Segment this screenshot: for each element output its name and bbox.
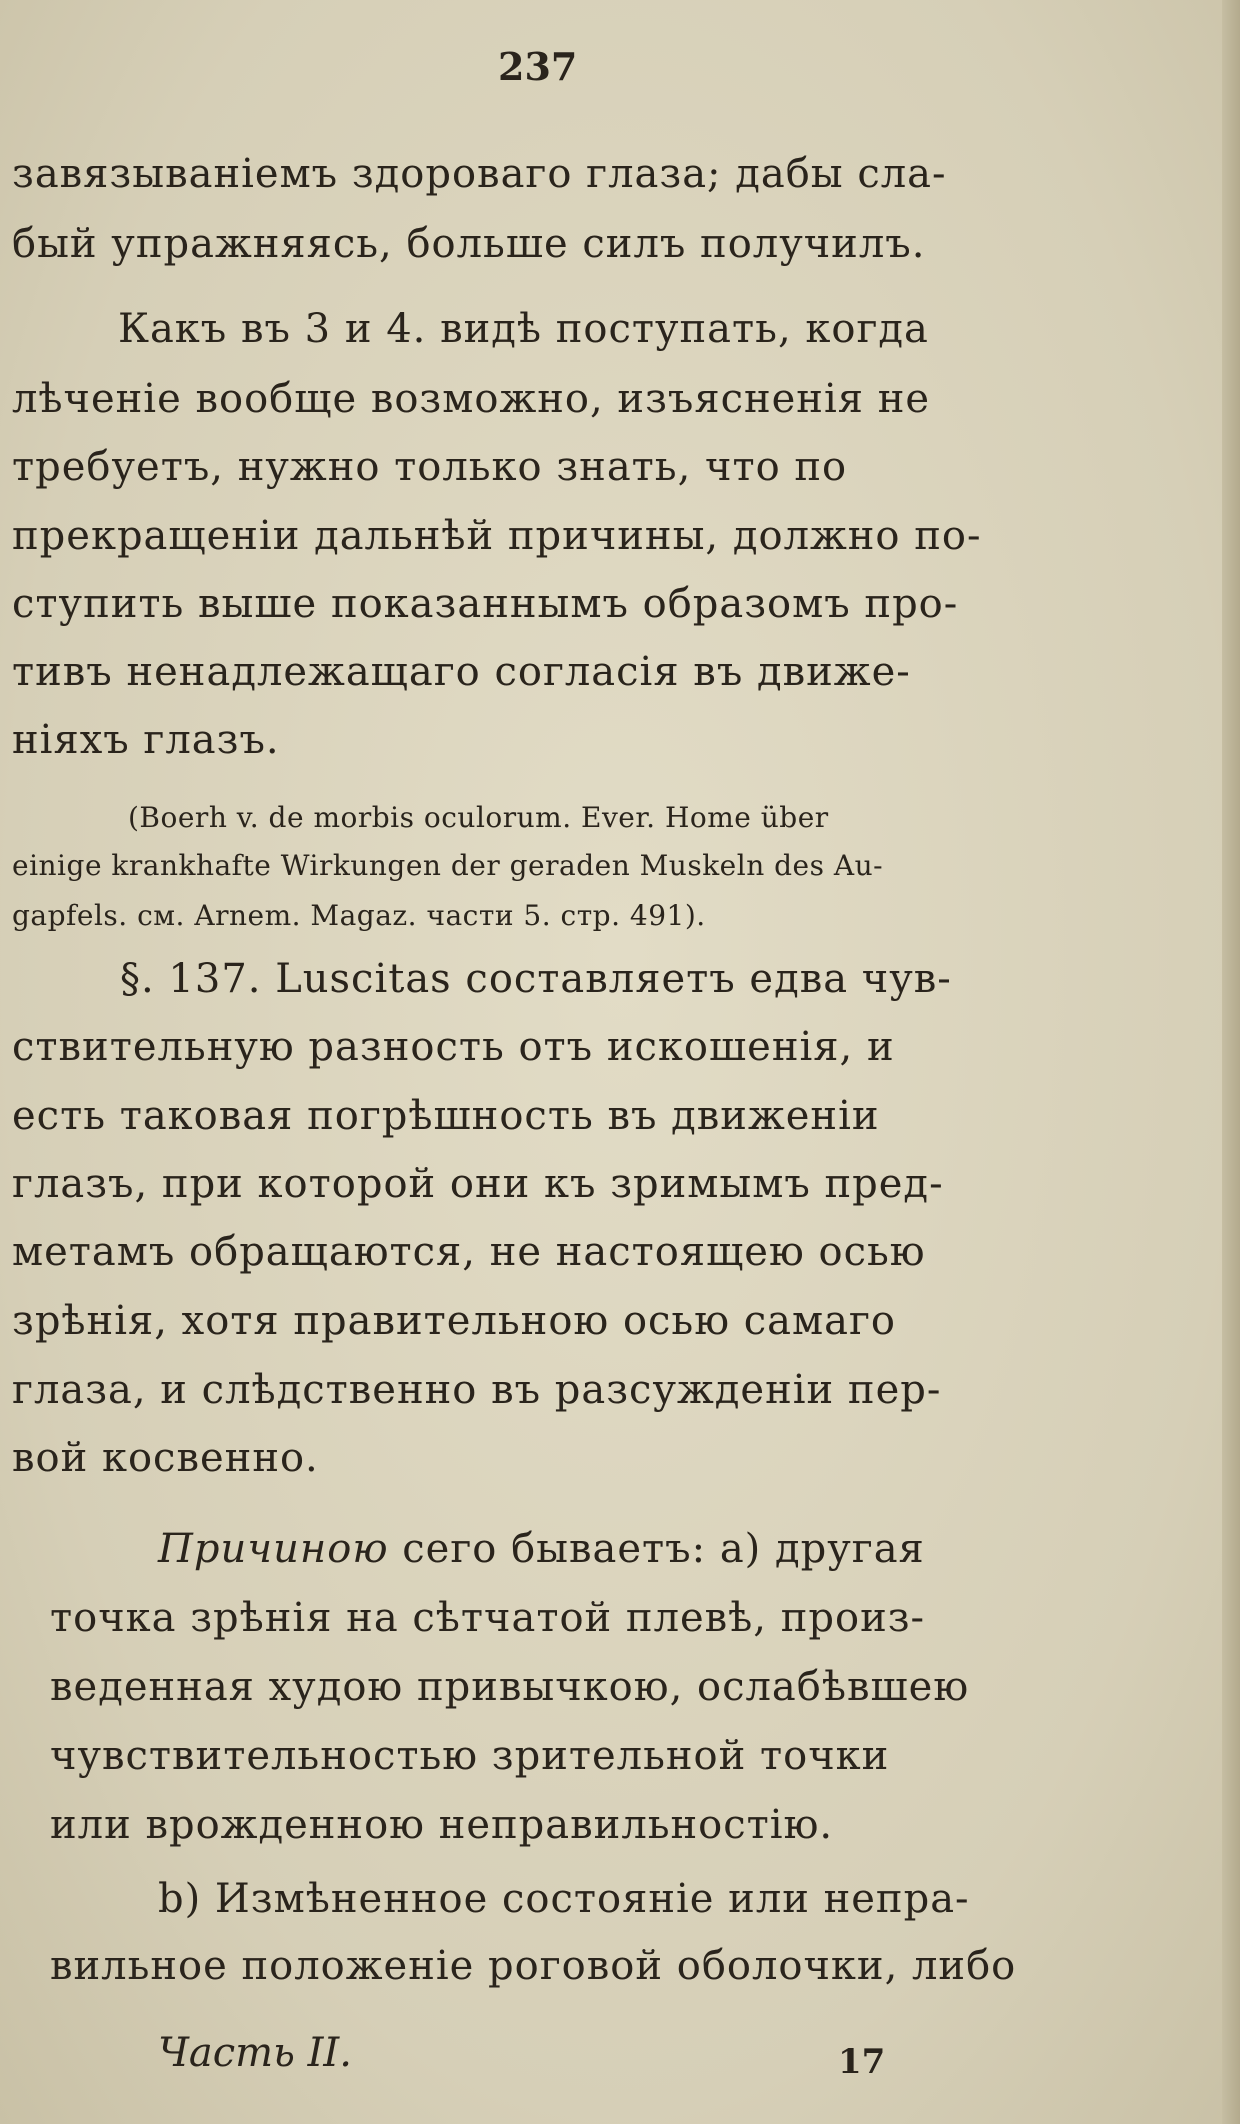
- text-line: прекращеніи дальнѣй причины, должно по-: [12, 513, 982, 559]
- text-line: §. 137. Luscitas составляетъ едва чув-: [120, 956, 952, 1002]
- text-line: Какъ въ 3 и 4. видѣ поступать, когда: [118, 306, 929, 352]
- text-line: или врожденною неправильностію.: [50, 1802, 834, 1848]
- text-line: лѣченіе вообще возможно, изъясненія не: [12, 376, 931, 422]
- text-line: глазъ, при которой они къ зримымъ пред-: [12, 1161, 944, 1207]
- text-line: Причиною сего бываетъ: a) другая: [158, 1526, 925, 1572]
- text-line: ніяхъ глазъ.: [12, 717, 280, 763]
- text-line: ступить выше показаннымъ образомъ про-: [12, 581, 959, 627]
- reference-line: (Boerh v. de morbis oculorum. Ever. Home über: [128, 801, 829, 834]
- reference-line: einige krankhafte Wirkungen der geraden Muskeln des Au-: [12, 849, 884, 882]
- text-line: требуетъ, нужно только знать, что по: [12, 444, 848, 490]
- gathering-number: 17: [838, 2042, 886, 2082]
- text-line: веденная худою привычкою, ослабѣвшею: [50, 1664, 970, 1710]
- text-line: ствительную разность отъ искошенія, и: [12, 1024, 895, 1070]
- text-line: b) Измѣненное состояніе или непра-: [158, 1876, 970, 1922]
- text-line: бый упражняясь, больше силъ получилъ.: [12, 221, 926, 267]
- signature-mark: Часть II.: [158, 2030, 352, 2076]
- text-line: чувствительностью зрительной точки: [50, 1733, 890, 1779]
- text-line: тивъ ненадлежащаго согласія въ движе-: [12, 649, 911, 695]
- text-line: зрѣнія, хотя правительною осью самаго: [12, 1298, 896, 1344]
- reference-line: gapfels. см. Arnem. Magaz. части 5. стр. 491).: [12, 899, 706, 932]
- text-line: вильное положеніе роговой оболочки, либо: [50, 1943, 1017, 1989]
- text-line: вой косвенно.: [12, 1435, 319, 1481]
- text-line: глаза, и слѣдственно въ разсужденіи пер-: [12, 1367, 942, 1413]
- text-line: метамъ обращаются, не настоящею осью: [12, 1229, 926, 1275]
- page-edge: [1222, 0, 1240, 2124]
- text-line: завязываніемъ здороваго глаза; дабы сла-: [12, 151, 947, 197]
- page-number: 237: [498, 44, 578, 89]
- text-line: есть таковая погрѣшность въ движеніи: [12, 1093, 880, 1139]
- text-line: точка зрѣнія на сѣтчатой плевѣ, произ-: [50, 1595, 926, 1641]
